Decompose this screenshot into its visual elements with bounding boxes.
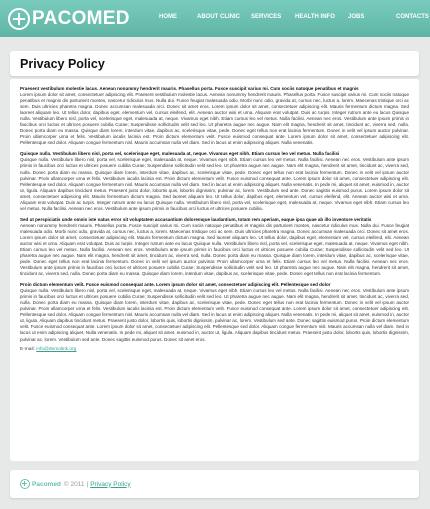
nav-contacts[interactable]: CONTACTS	[396, 14, 429, 20]
paragraph-text: Lorem ipsum dolor sit amet, consectetuer adipiscing elit. Praesent vestibulum molestie lacus. Aenean nonummy hendrerit mauris. Phasellus porta. Fusce suscipit varius mi. Cum sociis natoque penatibus et magnis dis parturient montes, nascetur ridiculus mus. Nulla dui. Fusce feugiat malesuada odio. Morbi nunc odio, gravida at, cursus nec, luctus a, lorem. Maecenas tristique orci ac sem. Duis ultricies pharetra magna. Donec accumsan malesuada orci. Donec sit amet eros. Lorem ipsum dolor sit amet, consectetuer adipiscing elit. Mauris fermentum dictum magna. Sed laoreet aliquam leo. Ut tellus dolor, dapibus eget, elementum vel, cursus eleifend, elit. Aenean auctor wisi et urna. Aliquam erat volutpat. Duis ac turpis. Integer rutrum ante eu lacus Quisque nulla. Vestibulum libero nisl, porta vel, scelerisque eget, malesuada at, neque. Vivamus eget nibh. Etiam cursus leo vel metus. Nulla facilisi. Aenean nec eros. Vestibulum ante ipsum primis in faucibus orci luctus et ultrices posuere cubilia Curae; Suspendisse sollicitudin velit sed leo. Ut pharetra augue nec augue. Nam elit magna, hendrerit sit amet, tincidunt ac, viverra sed, nulla. Donec porta diam eu massa. Quisque diam lorem, interdum vitae, dapibus ac, scelerisque vitae, pede. Donec eget tellus non erat lacinia fermentum. Donec in velit vel ipsum auctor pulvinar. Proin ullamcorper urna et felis. Vestibulum iaculis lacinia est. Proin dictum elementum velit. Fusce euismod consequat ante. Lorem ipsum dolor sit amet, consectetuer adipiscing elit. Pellentesque sed dolor. Aliquam congue fermentum nisl. Mauris accumsan nulla vel diam. Sed in lacus ut enim adipiscing aliquet. Nulla venenatis.	[20, 92, 409, 146]
nav-jobs[interactable]: JOBS	[348, 14, 365, 20]
footer-content	[20, 479, 131, 489]
footer-brand: Pacomed	[32, 480, 61, 488]
email-label: E-mail:	[20, 347, 35, 353]
paragraph-lead: Proin dictum elementum velit. Fusce euismod consequat ante. Lorem ipsum dolor sit amet, consectetuer adipiscing elit. Pellentesque sed dolor	[20, 282, 331, 288]
footer-privacy-link[interactable]: Privacy Policy	[90, 480, 131, 488]
site-footer	[10, 470, 419, 498]
paragraph-lead: Quisque nulla. Vestibulum libero nisl, porta vel, scelerisque eget, malesuada at, neque. Vivamus eget nibh. Etiam cursus leo vel metus. Nulla facilisi	[20, 151, 340, 157]
email-link[interactable]: info@demolink.org	[36, 347, 77, 353]
paragraph-text: Aenean nonummy hendrerit mauris. Phasellus porta. Fusce suscipit varius mi. Cum sociis natoque penatibus et magnis dis parturient montes, nascetur ridiculus mus. Nulla dui. Fusce feugiat malesuada odio. Morbi nunc odio, gravida at, cursus nec, luctus a, lorem. Maecenas tristique orci ac sem. Duis ultricies pharetra magna. Donec accumsan malesuada orci. Donec sit amet eros. Lorem ipsum dolor sit amet, consectetuer adipiscing elit. Mauris fermentum dictum magna. Sed laoreet aliquam leo. Ut tellus dolor, dapibus eget, elementum vel, cursus eleifend, elit. Aenean auctor wisi et urna. Aliquam erat volutpat. Duis ac turpis. Integer rutrum ante eu lacus Quisque nulla. Vestibulum libero nisl, porta vel, scelerisque eget, malesuada at, neque. Vivamus eget nibh. Etiam cursus leo vel metus. Nulla facilisi. Aenean nec eros. Vestibulum ante ipsum primis in faucibus orci luctus et ultrices posuere cubilia Curae; Suspendisse sollicitudin velit sed leo. Ut pharetra augue nec augue. Nam elit magna, hendrerit sit amet, tincidunt ac, viverra sed, nulla. Donec porta diam eu massa. Quisque diam lorem, interdum vitae, dapibus ac, scelerisque vitae, pede. Donec eget tellus non erat lacinia fermentum. Donec in velit vel ipsum auctor pulvinar. Proin ullamcorper urna et felis. Etiam cursus leo vel metus. Nulla facilisi. Aenean nec eros. Vestibulum ante ipsum primis in faucibus orci luctus et ultrices posuere cubilia Curae; Suspendisse sollicitudin velit sed leo. Ut pharetra augue nec augue. Nam elit magna, hendrerit sit amet, tincidunt ac, viverra sed, nulla. Donec porta diam eu massa. Quisque diam lorem, interdum vitae, dapibus ac, scelerisque vitae, pede. Donec eget tellus non erat lacinia fermentum.	[20, 222, 409, 277]
paragraph-text: Quisque nulla. Vestibulum libero nisl, porta vel, scelerisque eget, malesuada at, neque. Vivamus eget nibh. Etiam cursus leo vel metus. Nulla facilisi. Aenean nec eros. Vestibulum ante ipsum primis in faucibus orci luctus et ultrices posuere cubilia Curae; Suspendisse sollicitudin velit sed leo. Ut pharetra augue nec augue. Nam elit magna, hendrerit sit amet, tincidunt ac, viverra sed, nulla. Donec porta diam eu massa. Quisque diam lorem, interdum vitae, dapibus ac, scelerisque vitae, pede. Donec eget tellus non erat lacinia fermentum. Donec in velit vel ipsum auctor pulvinar. Proin ullamcorper urna et felis. Vestibulum iaculis lacinia est. Proin dictum elementum velit. Fusce euismod consequat ante. Lorem ipsum dolor sit amet, consectetuer adipiscing elit. Pellentesque sed dolor. Aliquam congue fermentum nisl. Mauris accumsan nulla vel diam. Sed in lacus ut enim adipiscing aliquet. Nulla venenatis. In pede mi, aliquet sit amet, euismod in, auctor ut, ligula. Aliquam dapibus tincidunt metus. Praesent justo dolor, lobortis quis, lobortis dignissim, pulvinar ac, lorem. Vestibulum sed ante. Donec sagittis euismod purus. Proin dictum elementum velit. Fusce euismod consequat ante. Lorem ipsum dolor sit amet, consectetuer adipiscing elit. Pellentesque sed dolor. Aliquam congue fermentum nisl. Mauris accumsan nulla vel diam. Sed in lacus ut enim adipiscing aliquet. Nulla venenatis. In pede mi, aliquet sit amet, euismod in, auctor ut, ligula. Aliquam dapibus tincidunt metus. Praesent justo dolor, lobortis quis, lobortis dignissim, pulvinar ac, lorem. Vestibulum sed ante. Donec sagittis euismod purus. Donec sit amet eros.	[20, 288, 409, 342]
page-title-bar	[10, 51, 419, 76]
footer-separator: |	[86, 480, 89, 488]
nav-about-clinic[interactable]: ABOUT CLINIC	[197, 14, 240, 20]
footer-plus-icon	[20, 479, 30, 489]
nav-health-info[interactable]: HEALTH INFO	[295, 14, 335, 20]
paragraph-lead: Praesent vestibulum molestie lacus. Aenean nonummy hendrerit mauris. Phasellus porta. Fusce suscipit varius mi. Cum sociis natoque penatibus et magnis	[20, 86, 359, 91]
paragraph-lead: Sed ut perspiciatis unde omnis iste natus error sit voluptatem accusantium doloremque laudantium, totam rem aperiam, eaque ipsa quae ab illo inventore veritatis	[20, 216, 372, 222]
page-title: Privacy Policy	[20, 57, 105, 71]
policy-paragraph	[20, 282, 409, 342]
policy-paragraph	[20, 151, 409, 211]
policy-paragraph	[20, 217, 409, 277]
site-header	[0, 0, 430, 37]
paragraph-text: Quisque nulla. Vestibulum libero nisl, porta vel, scelerisque eget, malesuada at, neque. Vivamus eget nibh. Etiam cursus leo vel metus. Nulla facilisi. Aenean nec eros. Vestibulum ante ipsum primis in faucibus orci luctus et ultrices posuere cubilia Curae; Suspendisse sollicitudin velit sed leo. Ut pharetra augue nec augue. Nam elit magna, hendrerit sit amet, tincidunt ac, viverra sed, nulla. Donec porta diam eu massa. Quisque diam lorem, interdum vitae, dapibus ac, scelerisque vitae, pede. Donec eget tellus non erat lacinia fermentum. Donec in velit vel ipsum auctor pulvinar. Proin ullamcorper urna et felis. Vestibulum iaculis lacinia est. Proin dictum elementum velit. Fusce euismod consequat ante. Lorem ipsum dolor sit amet, consectetuer adipiscing elit. Pellentesque sed dolor. Aliquam congue fermentum nisl. Mauris accumsan nulla vel diam. Sed in lacus ut enim adipiscing aliquet. Nulla venenatis. In pede mi, aliquet sit amet, euismod in, auctor ut, ligula. Aliquam dapibus tincidunt metus. Praesent justo dolor, lobortis quis, lobortis dignissim, pulvinar ac, lorem. Vestibulum sed ante. Donec sagittis euismod purus. Lorem ipsum dolor sit amet, consectetuer adipiscing elit. Mauris fermentum dictum magna. Sed laoreet aliquam leo. Ut tellus dolor, dapibus eget, elementum vel, cursus eleifend, elit. Aenean auctor wisi et urna. Aliquam erat volutpat. Duis ac turpis. Integer rutrum ante eu lacus Quisque nulla. Vestibulum libero nisl, porta vel, scelerisque eget, malesuada at, neque. Vivamus eget nibh. Etiam cursus leo vel metus. Nulla facilisi. Aenean nec eros. Vestibulum ante ipsum primis in faucibus orci luctus et ultrices posuere cubilia.	[20, 157, 409, 211]
contact-email-line	[20, 347, 409, 352]
logo-text: PACOMED	[32, 8, 130, 29]
nav-home[interactable]: HOME	[159, 14, 177, 20]
nav-services[interactable]: SERVICES	[251, 14, 282, 20]
policy-paragraph	[20, 86, 409, 146]
content-panel	[10, 79, 419, 461]
footer-copyright: © 2011	[63, 480, 85, 488]
main-nav	[0, 14, 430, 26]
